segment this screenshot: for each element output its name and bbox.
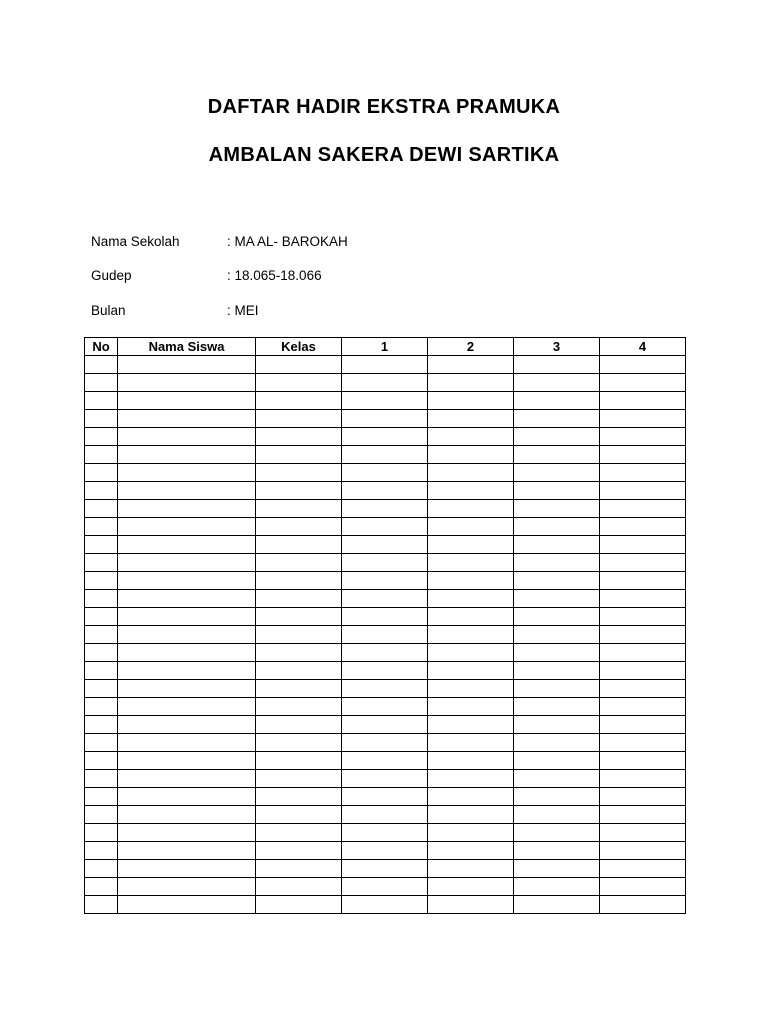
cell-student-name <box>118 698 256 716</box>
gudep-label: Gudep <box>91 268 132 283</box>
header-week-1: 1 <box>342 338 428 356</box>
cell-class <box>256 644 342 662</box>
cell-class <box>256 626 342 644</box>
cell-no <box>85 824 118 842</box>
header-class: Kelas <box>256 338 342 356</box>
cell-week-4 <box>600 500 686 518</box>
cell-week-2 <box>428 860 514 878</box>
cell-class <box>256 392 342 410</box>
cell-week-3 <box>514 608 600 626</box>
cell-student-name <box>118 392 256 410</box>
cell-week-2 <box>428 824 514 842</box>
table-row <box>85 806 686 824</box>
table-row <box>85 680 686 698</box>
table-row <box>85 626 686 644</box>
cell-week-3 <box>514 356 600 374</box>
cell-week-1 <box>342 680 428 698</box>
month-info-row <box>91 303 259 318</box>
school-value: : MA AL- BAROKAH <box>227 234 348 249</box>
cell-week-1 <box>342 554 428 572</box>
cell-student-name <box>118 518 256 536</box>
cell-week-4 <box>600 608 686 626</box>
cell-week-1 <box>342 482 428 500</box>
table-row <box>85 734 686 752</box>
cell-student-name <box>118 410 256 428</box>
cell-class <box>256 500 342 518</box>
cell-week-2 <box>428 464 514 482</box>
cell-week-1 <box>342 734 428 752</box>
cell-week-2 <box>428 536 514 554</box>
table-row <box>85 698 686 716</box>
cell-week-3 <box>514 788 600 806</box>
cell-week-3 <box>514 626 600 644</box>
cell-no <box>85 752 118 770</box>
cell-week-3 <box>514 896 600 914</box>
cell-week-1 <box>342 464 428 482</box>
cell-student-name <box>118 482 256 500</box>
cell-student-name <box>118 572 256 590</box>
cell-week-4 <box>600 428 686 446</box>
cell-week-1 <box>342 572 428 590</box>
cell-no <box>85 482 118 500</box>
cell-week-3 <box>514 518 600 536</box>
cell-week-3 <box>514 824 600 842</box>
cell-week-2 <box>428 680 514 698</box>
cell-week-2 <box>428 554 514 572</box>
table-row <box>85 572 686 590</box>
cell-week-3 <box>514 878 600 896</box>
cell-class <box>256 428 342 446</box>
cell-week-3 <box>514 842 600 860</box>
cell-no <box>85 590 118 608</box>
table-row <box>85 824 686 842</box>
cell-week-4 <box>600 662 686 680</box>
cell-class <box>256 590 342 608</box>
cell-no <box>85 896 118 914</box>
cell-no <box>85 392 118 410</box>
cell-week-4 <box>600 356 686 374</box>
month-value: : MEI <box>227 303 259 318</box>
cell-no <box>85 374 118 392</box>
cell-week-3 <box>514 716 600 734</box>
cell-week-4 <box>600 644 686 662</box>
cell-week-3 <box>514 554 600 572</box>
header-week-4: 4 <box>600 338 686 356</box>
attendance-table <box>84 337 686 914</box>
cell-week-1 <box>342 590 428 608</box>
cell-week-4 <box>600 680 686 698</box>
cell-week-3 <box>514 734 600 752</box>
cell-week-2 <box>428 428 514 446</box>
cell-student-name <box>118 374 256 392</box>
gudep-value: : 18.065-18.066 <box>227 268 322 283</box>
cell-student-name <box>118 644 256 662</box>
cell-week-2 <box>428 734 514 752</box>
cell-week-3 <box>514 428 600 446</box>
cell-week-4 <box>600 716 686 734</box>
cell-week-3 <box>514 572 600 590</box>
cell-student-name <box>118 356 256 374</box>
cell-student-name <box>118 608 256 626</box>
table-row <box>85 770 686 788</box>
gudep-info-row <box>91 268 322 283</box>
cell-class <box>256 734 342 752</box>
cell-class <box>256 662 342 680</box>
school-info-row <box>91 234 348 249</box>
cell-student-name <box>118 662 256 680</box>
cell-week-2 <box>428 698 514 716</box>
cell-week-3 <box>514 500 600 518</box>
cell-no <box>85 842 118 860</box>
cell-no <box>85 716 118 734</box>
cell-week-4 <box>600 536 686 554</box>
cell-no <box>85 626 118 644</box>
cell-class <box>256 752 342 770</box>
cell-week-1 <box>342 806 428 824</box>
cell-week-4 <box>600 482 686 500</box>
cell-week-4 <box>600 842 686 860</box>
cell-week-3 <box>514 482 600 500</box>
cell-no <box>85 860 118 878</box>
cell-class <box>256 770 342 788</box>
cell-week-2 <box>428 410 514 428</box>
cell-student-name <box>118 860 256 878</box>
cell-week-1 <box>342 824 428 842</box>
cell-student-name <box>118 824 256 842</box>
cell-week-1 <box>342 410 428 428</box>
table-row <box>85 392 686 410</box>
cell-week-3 <box>514 662 600 680</box>
table-row <box>85 374 686 392</box>
cell-class <box>256 608 342 626</box>
table-row <box>85 644 686 662</box>
cell-week-2 <box>428 356 514 374</box>
table-row <box>85 716 686 734</box>
cell-week-2 <box>428 626 514 644</box>
cell-student-name <box>118 464 256 482</box>
table-row <box>85 356 686 374</box>
cell-week-2 <box>428 392 514 410</box>
cell-week-2 <box>428 788 514 806</box>
cell-class <box>256 482 342 500</box>
table-row <box>85 752 686 770</box>
cell-week-3 <box>514 464 600 482</box>
cell-week-4 <box>600 752 686 770</box>
cell-week-3 <box>514 392 600 410</box>
document-title: DAFTAR HADIR EKSTRA PRAMUKA <box>207 96 561 118</box>
table-row <box>85 842 686 860</box>
table-row <box>85 788 686 806</box>
cell-student-name <box>118 536 256 554</box>
cell-class <box>256 518 342 536</box>
cell-class <box>256 896 342 914</box>
cell-week-4 <box>600 734 686 752</box>
table-row <box>85 482 686 500</box>
cell-student-name <box>118 842 256 860</box>
cell-class <box>256 446 342 464</box>
cell-student-name <box>118 734 256 752</box>
cell-week-2 <box>428 752 514 770</box>
cell-week-2 <box>428 518 514 536</box>
cell-no <box>85 536 118 554</box>
cell-no <box>85 464 118 482</box>
header-student-name: Nama Siswa <box>118 338 256 356</box>
table-row <box>85 860 686 878</box>
cell-no <box>85 446 118 464</box>
cell-no <box>85 500 118 518</box>
cell-week-2 <box>428 590 514 608</box>
cell-week-2 <box>428 644 514 662</box>
cell-week-4 <box>600 878 686 896</box>
table-row <box>85 608 686 626</box>
cell-student-name <box>118 680 256 698</box>
table-row <box>85 410 686 428</box>
cell-student-name <box>118 554 256 572</box>
cell-class <box>256 860 342 878</box>
cell-class <box>256 536 342 554</box>
cell-no <box>85 356 118 374</box>
cell-week-1 <box>342 356 428 374</box>
cell-student-name <box>118 428 256 446</box>
cell-week-4 <box>600 698 686 716</box>
cell-class <box>256 356 342 374</box>
cell-student-name <box>118 788 256 806</box>
cell-week-1 <box>342 788 428 806</box>
cell-class <box>256 698 342 716</box>
document-subtitle: AMBALAN SAKERA DEWI SARTIKA <box>208 144 560 166</box>
cell-week-4 <box>600 446 686 464</box>
cell-class <box>256 680 342 698</box>
cell-week-4 <box>600 626 686 644</box>
cell-week-1 <box>342 878 428 896</box>
cell-week-1 <box>342 500 428 518</box>
cell-week-1 <box>342 752 428 770</box>
cell-student-name <box>118 446 256 464</box>
cell-no <box>85 788 118 806</box>
cell-week-3 <box>514 446 600 464</box>
cell-week-1 <box>342 626 428 644</box>
cell-week-2 <box>428 842 514 860</box>
cell-no <box>85 572 118 590</box>
cell-week-1 <box>342 860 428 878</box>
cell-week-3 <box>514 770 600 788</box>
cell-class <box>256 374 342 392</box>
table-row <box>85 590 686 608</box>
cell-no <box>85 608 118 626</box>
cell-week-1 <box>342 518 428 536</box>
cell-week-4 <box>600 572 686 590</box>
cell-student-name <box>118 590 256 608</box>
cell-week-2 <box>428 446 514 464</box>
cell-week-3 <box>514 374 600 392</box>
cell-week-4 <box>600 824 686 842</box>
table-row <box>85 518 686 536</box>
cell-week-1 <box>342 392 428 410</box>
cell-week-1 <box>342 842 428 860</box>
cell-week-4 <box>600 554 686 572</box>
cell-student-name <box>118 716 256 734</box>
cell-class <box>256 842 342 860</box>
cell-no <box>85 806 118 824</box>
cell-class <box>256 554 342 572</box>
header-week-2: 2 <box>428 338 514 356</box>
cell-student-name <box>118 896 256 914</box>
month-label: Bulan <box>91 303 126 318</box>
cell-class <box>256 788 342 806</box>
cell-student-name <box>118 878 256 896</box>
cell-student-name <box>118 626 256 644</box>
cell-week-2 <box>428 896 514 914</box>
cell-week-1 <box>342 608 428 626</box>
school-label: Nama Sekolah <box>91 234 180 249</box>
table-row <box>85 662 686 680</box>
cell-week-4 <box>600 374 686 392</box>
cell-week-4 <box>600 860 686 878</box>
cell-week-2 <box>428 500 514 518</box>
cell-week-1 <box>342 662 428 680</box>
cell-week-3 <box>514 752 600 770</box>
cell-week-2 <box>428 374 514 392</box>
cell-week-2 <box>428 806 514 824</box>
cell-week-2 <box>428 878 514 896</box>
table-row <box>85 896 686 914</box>
cell-class <box>256 878 342 896</box>
cell-week-1 <box>342 536 428 554</box>
cell-week-3 <box>514 806 600 824</box>
cell-class <box>256 464 342 482</box>
cell-no <box>85 698 118 716</box>
cell-week-2 <box>428 770 514 788</box>
table-row <box>85 464 686 482</box>
cell-no <box>85 680 118 698</box>
cell-student-name <box>118 500 256 518</box>
cell-class <box>256 824 342 842</box>
cell-week-3 <box>514 860 600 878</box>
cell-student-name <box>118 806 256 824</box>
cell-no <box>85 644 118 662</box>
table-row <box>85 500 686 518</box>
cell-no <box>85 428 118 446</box>
cell-no <box>85 734 118 752</box>
cell-week-2 <box>428 572 514 590</box>
cell-week-3 <box>514 644 600 662</box>
cell-week-3 <box>514 698 600 716</box>
cell-week-1 <box>342 428 428 446</box>
cell-class <box>256 572 342 590</box>
cell-week-4 <box>600 590 686 608</box>
cell-week-2 <box>428 482 514 500</box>
cell-week-1 <box>342 374 428 392</box>
cell-no <box>85 410 118 428</box>
header-no: No <box>85 338 118 356</box>
table-row <box>85 536 686 554</box>
cell-week-4 <box>600 392 686 410</box>
cell-student-name <box>118 770 256 788</box>
cell-week-1 <box>342 698 428 716</box>
cell-week-1 <box>342 896 428 914</box>
cell-week-4 <box>600 806 686 824</box>
cell-week-4 <box>600 464 686 482</box>
cell-week-3 <box>514 680 600 698</box>
table-row <box>85 554 686 572</box>
cell-week-1 <box>342 446 428 464</box>
cell-class <box>256 716 342 734</box>
cell-week-3 <box>514 410 600 428</box>
table-row <box>85 878 686 896</box>
cell-student-name <box>118 752 256 770</box>
cell-week-3 <box>514 590 600 608</box>
cell-no <box>85 554 118 572</box>
cell-class <box>256 410 342 428</box>
cell-no <box>85 662 118 680</box>
table-row <box>85 446 686 464</box>
cell-week-1 <box>342 716 428 734</box>
cell-no <box>85 518 118 536</box>
cell-week-4 <box>600 410 686 428</box>
cell-week-4 <box>600 770 686 788</box>
cell-week-4 <box>600 518 686 536</box>
cell-week-3 <box>514 536 600 554</box>
table-body <box>85 356 686 914</box>
cell-week-1 <box>342 770 428 788</box>
cell-week-2 <box>428 608 514 626</box>
cell-class <box>256 806 342 824</box>
cell-week-1 <box>342 644 428 662</box>
table-header-row <box>85 338 686 356</box>
cell-week-2 <box>428 662 514 680</box>
cell-week-2 <box>428 716 514 734</box>
header-week-3: 3 <box>514 338 600 356</box>
cell-no <box>85 878 118 896</box>
table-row <box>85 428 686 446</box>
cell-week-4 <box>600 788 686 806</box>
cell-no <box>85 770 118 788</box>
cell-week-4 <box>600 896 686 914</box>
